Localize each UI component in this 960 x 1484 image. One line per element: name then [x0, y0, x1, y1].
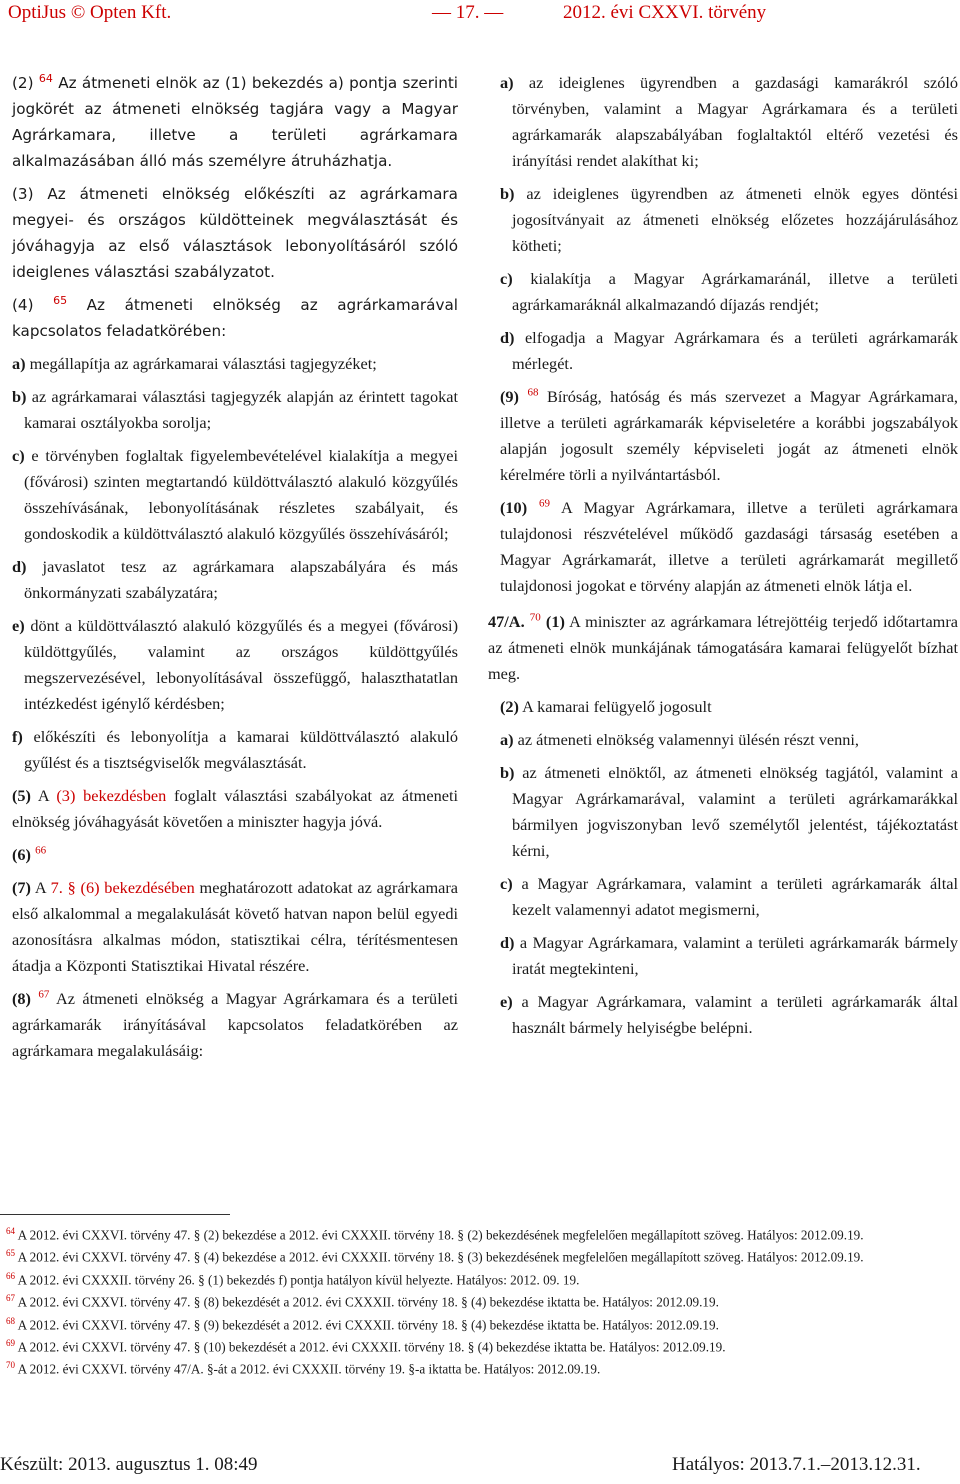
list-item: [12, 613, 458, 717]
footnote-ref-67[interactable]: 67: [38, 988, 50, 1001]
list-item-text: az átmeneti elnöktől, az átmeneti elnökség tagjától, valamint a Magyar Agrárkamarával, valamint a területi agrárkamarákkal bármilyen jogviszonyban levő személytől jelentést, tájékoztatást kérni,: [512, 763, 958, 860]
footer-effective: Hatályos: 2013.7.1.–2013.12.31.: [672, 1454, 921, 1475]
paragraph-number: (10): [500, 498, 528, 517]
paragraph-text: Az átmeneti elnökség a Magyar Agrárkamara és a területi agrárkamarák irányításával kapcsolatos feladatkörében az agrárkamara megalakulásáig:: [12, 989, 458, 1060]
footnote-text: A 2012. évi CXXVI. törvény 47. § (8) bekezdését a 2012. évi CXXXII. törvény 18. § (4) bekezdése iktatta be. Hatályos: 2012.09.19.: [17, 1294, 719, 1310]
list-item: [500, 989, 958, 1041]
footnote: [0, 1356, 960, 1378]
footnote-list: [0, 1222, 960, 1379]
article-47a-paragraph-1: [488, 609, 958, 687]
paragraph-text-pre: A: [37, 786, 49, 805]
paragraph-text: A Magyar Agrárkamara, illetve a területi agrárkamara tulajdonosi részvételével működő gazdasági társaság esetében a Magyar Agrárkamarát, illetve a területi agrárkamarát megillető tulajdonosi jogokat e törvény alapján az átmeneti elnök látja el.: [500, 498, 958, 595]
list-item-text: a Magyar Agrárkamara, valamint a területi agrárkamarák által használt bármely helyiségbe belépni.: [512, 992, 958, 1037]
paragraph-6: [12, 842, 458, 868]
footnote-number: 68: [6, 1315, 15, 1326]
footnote-text: A 2012. évi CXXVI. törvény 47. § (10) bekezdését a 2012. évi CXXXII. törvény 18. § (4) bekezdése iktatta be. Hatályos: 2012.09.19.: [17, 1339, 726, 1355]
list-item: [500, 181, 958, 259]
list-item: [12, 724, 458, 776]
header-publisher: OptiJus © Opten Kft.: [8, 2, 172, 23]
paragraph-4-items: [12, 351, 458, 776]
paragraph-number: (4): [12, 296, 34, 314]
footnote-divider: [0, 1214, 230, 1215]
footnote-ref-65[interactable]: 65: [53, 293, 68, 307]
footnote: [0, 1244, 960, 1266]
paragraph-number: (6): [12, 845, 31, 864]
cross-reference-link[interactable]: (3) bekezdésben: [56, 786, 167, 805]
footnote-ref-64[interactable]: 64: [38, 71, 53, 85]
footnote-text: A 2012. évi CXXXII. törvény 26. § (1) bekezdés f) pontja hatályon kívül helyezte. Hatályos: 2012. 09. 19.: [17, 1272, 580, 1288]
paragraph-text: Az átmeneti elnökség előkészíti az agrárkamara megyei- és országos küldötteinek megválasztását és jóváhagyja az első választások lebonyolításáról szóló ideiglenes választási szabályzatot.: [12, 185, 458, 281]
footnote-number: 69: [6, 1337, 15, 1348]
list-item: [500, 266, 958, 318]
list-item: [500, 70, 958, 174]
footnote: [0, 1267, 960, 1289]
footnote-text: A 2012. évi CXXVI. törvény 47. § (2) bekezdése a 2012. évi CXXXII. törvény 18. § (2) bekezdésének megfelelően megállapított szöveg. Hatályos: 2012.09.19.: [17, 1227, 864, 1243]
header-law-title: 2012. évi CXXVI. törvény: [563, 2, 767, 23]
list-item-label: e): [500, 992, 513, 1011]
paragraph-number: (2): [500, 697, 519, 716]
list-item-text: javaslatot tesz az agrárkamara alapszabályára és más önkormányzati szabályzatára;: [24, 557, 458, 602]
footnote-ref-70[interactable]: 70: [529, 611, 541, 624]
paragraph-number: (9): [500, 387, 519, 406]
list-item-label: d): [500, 328, 515, 347]
paragraph-text: A kamarai felügyelő jogosult: [522, 697, 712, 716]
list-item-text: az átmeneti elnökség valamennyi ülésén részt venni,: [517, 730, 859, 749]
list-item-label: c): [500, 874, 513, 893]
footnote-ref-68[interactable]: 68: [527, 386, 539, 399]
paragraph-text: foglalt választási szabályokat az átmeneti elnökség jóváhagyását követően a miniszter hagyja jóvá.: [12, 786, 458, 831]
footnote-ref-69[interactable]: 69: [538, 497, 550, 510]
footnote: [0, 1222, 960, 1244]
article-47a-paragraph-2: [500, 694, 958, 720]
footnote-number: 66: [6, 1270, 15, 1281]
list-item: [12, 443, 458, 547]
cross-reference-link[interactable]: 7. § (6) bekezdésében: [50, 878, 195, 897]
paragraph-5: [12, 783, 458, 835]
list-item: [12, 351, 458, 377]
footnote-number: 67: [6, 1293, 15, 1304]
list-item: [12, 384, 458, 436]
list-item-text: az agrárkamarai választási tagjegyzék alapján az érintett tagokat kamarai osztályokba sorolja;: [24, 387, 459, 432]
list-item-text: a Magyar Agrárkamara, valamint a területi agrárkamarák által kezelt valamennyi adatot megismerni,: [512, 874, 958, 919]
list-item-label: d): [500, 933, 515, 952]
paragraph-text: Bíróság, hatóság és más szervezet a Magyar Agrárkamara, illetve a területi agrárkamarák képviseletére a korábbi jogszabályok alapján jogosult személy képviseleti jogát az átmeneti elnök kérelmére törli a nyilvántartásból.: [500, 387, 958, 484]
list-item-label: b): [500, 184, 515, 203]
left-column: [12, 70, 458, 1071]
list-item-label: d): [12, 557, 27, 576]
paragraph-number: (7): [12, 878, 31, 897]
list-item: [500, 930, 958, 982]
footnote-text: A 2012. évi CXXVI. törvény 47/A. §-át a 2012. évi CXXXII. törvény 19. §-a iktatta be. Hatályos: 2012.09.19.: [17, 1361, 601, 1377]
paragraph-number: (2): [12, 74, 34, 92]
paragraph-number: (5): [12, 786, 31, 805]
paragraph-9: [500, 384, 958, 488]
footnote: [0, 1289, 960, 1311]
paragraph-number: (1): [545, 612, 565, 631]
paragraph-text-pre: A: [34, 878, 46, 897]
footnote-text: A 2012. évi CXXVI. törvény 47. § (9) bekezdését a 2012. évi CXXXII. törvény 18. § (4) bekezdése iktatta be. Hatályos: 2012.09.19.: [17, 1316, 719, 1332]
paragraph-text: Az átmeneti elnök az (1) bekezdés a) pontja szerinti jogkörét az átmeneti elnökség tagjára vagy a Magyar Agrárkamara, illetve a területi agrárkamara alkalmazásában álló más személyre átruházhatja.: [12, 74, 459, 170]
list-item: [500, 325, 958, 377]
footnote-ref-66[interactable]: 66: [35, 844, 47, 857]
list-item: [500, 760, 958, 864]
footnote: [0, 1334, 960, 1356]
list-item-text: előkészíti és lebonyolítja a kamarai küldöttválasztó alakuló gyűlést és a tisztségviselők megválasztását.: [24, 727, 458, 772]
list-item-label: f): [12, 727, 23, 746]
list-item-text: az ideiglenes ügyrendben az átmeneti elnök egyes döntési jogosítványait az átmeneti elnökség előzetes hozzájárulásához kötheti;: [512, 184, 959, 255]
list-item-text: megállapítja az agrárkamarai választási tagjegyzéket;: [29, 354, 377, 373]
paragraph-2: [12, 70, 458, 174]
footnotes: [0, 1222, 960, 1379]
paragraph-text: A miniszter az agrárkamara létrejöttéig terjedő időtartamra az átmeneti elnök munkájának támogatására kamarai felügyelőt bízhat meg.: [488, 612, 958, 683]
list-item-text: kialakítja a Magyar Agrárkamaránál, illetve a területi agrárkamaráknál alkalmazandó díjazás rendjét;: [512, 269, 958, 314]
article-47a-items: [500, 727, 958, 1041]
header-page-number: — 17. —: [432, 2, 504, 23]
footnote: [0, 1312, 960, 1334]
list-item: [12, 554, 458, 606]
paragraph-3: [12, 181, 458, 285]
paragraph-text: meghatározott adatokat az agrárkamara első alkalommal a megalakulását követő hatvan napon belül egyedi azonosításra alkalmas módon, statisztikai célra, térítésmentesen átadja a Központi Statisztikai Hivatal részére.: [12, 878, 459, 975]
paragraph-8-items: [500, 70, 958, 377]
paragraph-number: (8): [12, 989, 31, 1008]
list-item-label: c): [500, 269, 513, 288]
paragraph-text: Az átmeneti elnökség az agrárkamarával kapcsolatos feladatkörében:: [12, 296, 458, 340]
list-item-label: a): [500, 73, 514, 92]
list-item: [500, 727, 958, 753]
list-item-label: b): [12, 387, 27, 406]
list-item: [500, 871, 958, 923]
paragraph-7: [12, 875, 458, 979]
list-item-text: e törvényben foglaltak figyelembevételével kialakítja a megyei (fővárosi) szinten megtartandó küldöttválasztó alakuló közgyűlés összehívásának, lebonyolításának részletes szabályait, és gondoskodik a küldöttválasztó alakuló közgyűlés összehívásáról;: [24, 446, 458, 543]
list-item-text: az ideiglenes ügyrendben a gazdasági kamarákról szóló törvényben, valamint a Magyar Agrárkamara és a területi agrárkamarák alapszabályában foglaltaktól eltérő vezetési és irányítási rendet alakíthat ki;: [512, 73, 959, 170]
footer-created: Készült: 2013. augusztus 1. 08:49: [0, 1454, 258, 1475]
list-item-label: a): [12, 354, 26, 373]
list-item-text: dönt a küldöttválasztó alakuló közgyűlés és a megyei (fővárosi) küldöttgyűlés, valamint az országos küldöttgyűlés megszervezésével, lebonyolításával összefüggő, halaszthatatlan intézkedést igénylő kérdésben;: [24, 616, 458, 713]
footnote-number: 70: [6, 1360, 15, 1371]
list-item-label: e): [12, 616, 25, 635]
page-footer: [0, 1454, 960, 1484]
list-item-text: elfogadja a Magyar Agrárkamara és a területi agrárkamarák mérlegét.: [512, 328, 958, 373]
list-item-text: a Magyar Agrárkamara, valamint a területi agrárkamarák bármely iratát megtekinteni,: [512, 933, 958, 978]
list-item-label: a): [500, 730, 514, 749]
list-item-label: c): [12, 446, 25, 465]
paragraph-10: [500, 495, 958, 599]
article-number: 47/A.: [488, 612, 525, 631]
paragraph-number: (3): [12, 185, 34, 203]
right-column: [488, 70, 959, 1048]
footnote-number: 64: [6, 1226, 15, 1236]
footnote-text: A 2012. évi CXXVI. törvény 47. § (4) bekezdése a 2012. évi CXXXII. törvény 18. § (3) bekezdésének megfelelően megállapított szöveg. Hatályos: 2012.09.19.: [17, 1249, 864, 1265]
footnote-number: 65: [6, 1248, 15, 1259]
paragraph-4: [12, 292, 458, 344]
page-header: [0, 0, 960, 30]
list-item-label: b): [500, 763, 515, 782]
paragraph-8: [12, 986, 458, 1064]
